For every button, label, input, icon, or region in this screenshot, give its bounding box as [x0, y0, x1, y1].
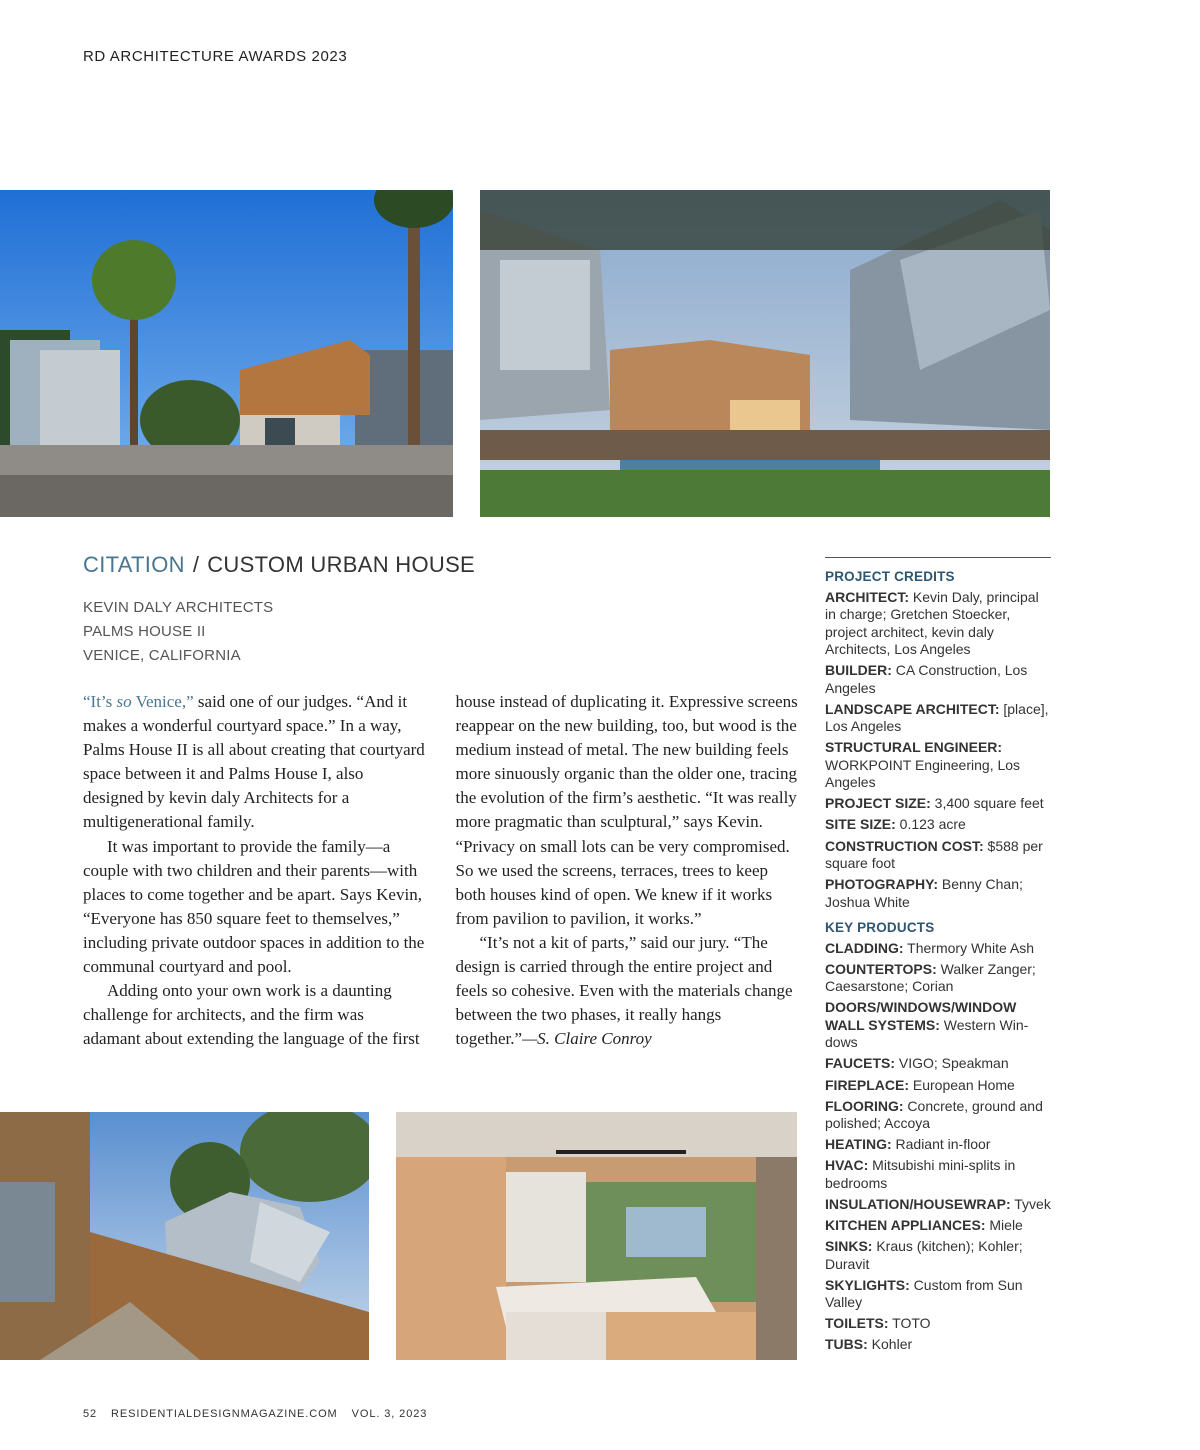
- byline: —S. Claire Conroy: [522, 1029, 652, 1049]
- award-name: CUSTOM URBAN HOUSE: [207, 552, 476, 577]
- photo-street-view: [0, 190, 453, 517]
- project-location: VENICE, CALIFORNIA: [83, 647, 241, 664]
- product-item: HVAC: Mitsubishi mini-splits in bedrooms: [825, 1157, 1016, 1191]
- paragraph-3: Adding onto your own work is a daunting challenge for architects, and the firm was adamant about extending the language of the first house instead of duplicating it. Expressive screens reappear on the new building, too, but wood is the medium instead of metal. The new building feels more sinuously organic than the older one, tracing the evolution of the firm’s aesthetic. “It was really more pragmatic than sculptural,” says Kevin. “Privacy on small lots can be very compromised. So we used the screens, terraces, trees to keep both houses kind of open. We knew if it works from pavilion to pavilion, it works.”: [83, 692, 798, 1049]
- product-item: FIREPLACE: European Home: [825, 1076, 1015, 1093]
- product-item: INSULATION/HOUSEWRAP: Tyvek: [825, 1195, 1051, 1212]
- credit-item: PHOTOGRAPHY: Benny Chan; Joshua White: [825, 876, 1023, 910]
- credit-item: BUILDER: CA Construction, Los Angeles: [825, 662, 1028, 696]
- article-title: [83, 552, 475, 578]
- award-category: CITATION: [83, 552, 185, 577]
- photo-courtyard-dusk: [480, 190, 1050, 517]
- credits-sidebar: [825, 557, 1051, 1357]
- project-info: [83, 596, 273, 668]
- product-item: COUNTERTOPS: Walker Zanger; Caesarstone; Corian: [825, 960, 1036, 995]
- photo-kitchen: [396, 1112, 797, 1360]
- credit-item: LANDSCAPE ARCHITECT: [place], Los Angeles: [825, 700, 1049, 735]
- credit-item: SITE SIZE: 0.123 acre: [825, 816, 966, 833]
- product-item: FAUCETS: VIGO; Speakman: [825, 1055, 1009, 1072]
- product-item: FLOORING: Concrete, ground and polished; Accoya: [825, 1097, 1043, 1132]
- credit-item: CONSTRUCTION COST: $588 per square foot: [825, 837, 1043, 872]
- product-item: KITCHEN APPLIANCES: Miele: [825, 1217, 1023, 1233]
- product-item: SKYLIGHTS: Custom from Sun Valley: [825, 1276, 1023, 1311]
- product-item: CLADDING: Thermory White Ash: [825, 939, 1034, 956]
- article-body: [83, 690, 798, 1084]
- credit-item: STRUCTURAL ENGINEER: WORKPOINT Engineering, Los Angeles: [825, 739, 1021, 791]
- photo-deck-screens: [0, 1112, 369, 1360]
- product-item: TUBS: Kohler: [825, 1336, 913, 1353]
- title-separator: /: [192, 552, 200, 577]
- magazine-website: RESIDENTIALDESIGNMAGAZINE.COM: [111, 1408, 338, 1420]
- firm-name: KEVIN DALY ARCHITECTS: [83, 599, 274, 616]
- page-footer: [83, 1408, 441, 1420]
- pull-quote-lead: “It’s so Venice,”: [83, 692, 194, 711]
- products-heading: KEY PRODUCTS: [825, 920, 935, 936]
- credits-heading: PROJECT CREDITS: [825, 569, 955, 584]
- issue-info: VOL. 3, 2023: [351, 1408, 428, 1420]
- house-name: PALMS HOUSE II: [83, 623, 206, 640]
- page-number: 52: [83, 1408, 98, 1420]
- paragraph-4: “It’s not a kit of parts,” said our jury. “The design is carried through the entire project and feels so cohesive. Even with the materials change between the two phases, it really hangs together.”—S. Claire Conroy: [455, 932, 793, 1049]
- product-item: TOILETS: TOTO: [825, 1315, 931, 1332]
- key-products-list: [825, 940, 1051, 1354]
- paragraph-1: “It’s so Venice,” said one of our judges. “And it makes a wonderful courtyard space.” In a way, Palms House II is all about creating that courtyard space between it and Palms House I, also designed by kevin daly Architects for a multigenerational family.: [83, 692, 425, 832]
- product-item: HEATING: Radiant in-floor: [825, 1136, 991, 1153]
- credit-item: PROJECT SIZE: 3,400 square feet: [825, 795, 1044, 812]
- product-item: SINKS: Kraus (kitchen); Kohler; Duravit: [825, 1238, 1023, 1272]
- product-item: DOORS/WINDOWS/WINDOW WALL SYSTEMS: Western Windows: [825, 999, 1029, 1051]
- credit-item: ARCHITECT: Kevin Daly, principal in charge; Gretchen Stoecker, project architect, kevin daly Architects, Los Angeles: [825, 588, 1039, 657]
- paragraph-2: It was important to provide the family—a couple with two children and their parents—with places to come together and be apart. Says Kevin, “Everyone has 850 square feet to themselves,” including private outdoor spaces in addition to the communal courtyard and pool.: [83, 836, 425, 977]
- project-credits-list: [825, 589, 1051, 912]
- running-header: RD ARCHITECTURE AWARDS 2023: [83, 48, 348, 65]
